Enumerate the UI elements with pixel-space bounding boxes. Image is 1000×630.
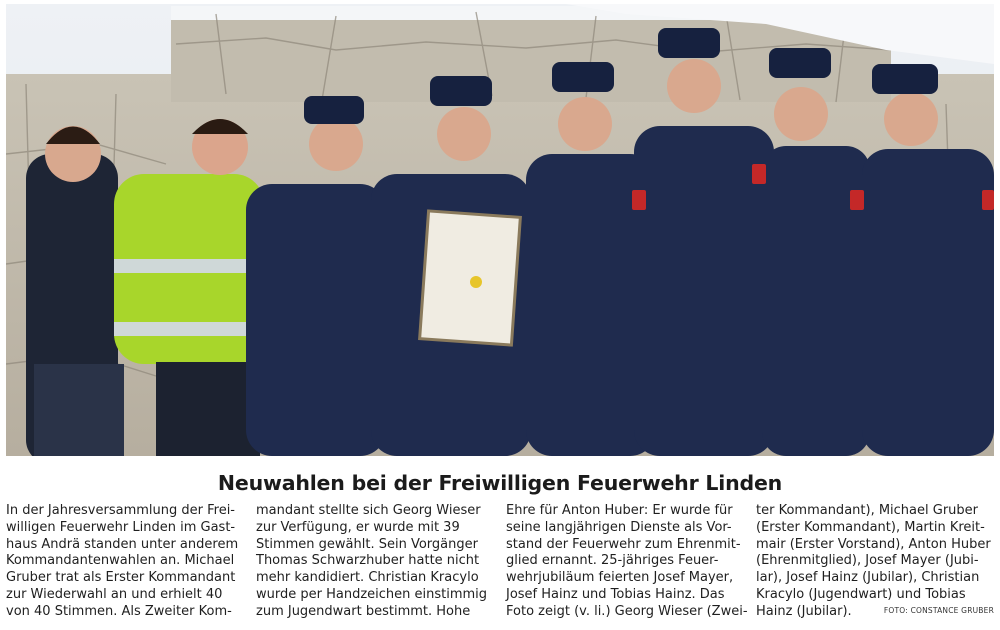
article-line: zum Jugendwart bestimmt. Hohe bbox=[256, 603, 471, 619]
photo-illustration bbox=[6, 4, 994, 456]
headline: Neuwahlen bei der Freiwilligen Feuerwehr Linden bbox=[217, 471, 783, 495]
article-line: Ehre für Anton Huber: Er wurde für bbox=[506, 503, 733, 518]
article-line: Josef Hainz und Tobias Hainz. Das bbox=[506, 586, 725, 602]
article-line: wurde per Handzeichen einstimmig bbox=[256, 586, 488, 602]
article-line: (Erster Kommandant), Martin Kreit- bbox=[756, 519, 985, 535]
group-photo bbox=[6, 4, 994, 456]
article-line: haus Andrä standen unter anderem bbox=[6, 536, 239, 552]
article-line: mandant stellte sich Georg Wieser bbox=[256, 503, 481, 518]
article-line: ter Kommandant), Michael Gruber bbox=[756, 503, 979, 518]
article-line: Kracylo (Jugendwart) und Tobias bbox=[756, 586, 966, 602]
article-line: stand der Feuerwehr zum Ehrenmit- bbox=[506, 536, 741, 552]
article-line: Thomas Schwarzhuber hatte nicht bbox=[256, 553, 480, 569]
photo-credit: FOTO: CONSTANCE GRUBER bbox=[883, 606, 994, 615]
article-column-4 bbox=[756, 503, 992, 623]
article-line: In der Jahresversammlung der Frei- bbox=[6, 503, 235, 518]
article-line: Foto zeigt (v. li.) Georg Wieser (Zwei- bbox=[506, 603, 748, 619]
article-line: Stimmen gewählt. Sein Vorgänger bbox=[256, 536, 478, 552]
article-line: mair (Erster Vorstand), Anton Huber bbox=[756, 536, 991, 552]
article-column-1 bbox=[6, 503, 242, 623]
article-line: wehrjubiläum feierten Josef Mayer, bbox=[506, 570, 734, 586]
article-line: Hainz (Jubilar). bbox=[756, 603, 852, 619]
article-line: mehr kandidiert. Christian Kracylo bbox=[256, 570, 479, 586]
person-1 bbox=[26, 126, 124, 456]
article-column-2 bbox=[256, 503, 492, 623]
article-line: seine langjährigen Dienste als Vor- bbox=[506, 519, 732, 535]
article-line: von 40 Stimmen. Als Zweiter Kom- bbox=[6, 603, 232, 619]
article-line: lar), Josef Hainz (Jubilar), Christian bbox=[756, 570, 980, 586]
article-line: zur Verfügung, er wurde mit 39 bbox=[256, 519, 460, 535]
article-column-3 bbox=[506, 503, 748, 623]
article-line: (Ehrenmitglied), Josef Mayer (Jubi- bbox=[756, 553, 979, 569]
article-line: zur Wiederwahl an und erhielt 40 bbox=[6, 586, 223, 602]
article-line: Kommandantenwahlen an. Michael bbox=[6, 553, 235, 569]
article-line: Gruber trat als Erster Kommandant bbox=[6, 570, 236, 586]
article-line: glied ernannt. 25-jähriges Feuer- bbox=[506, 553, 719, 569]
article-line: willigen Feuerwehr Linden im Gast- bbox=[6, 519, 236, 535]
